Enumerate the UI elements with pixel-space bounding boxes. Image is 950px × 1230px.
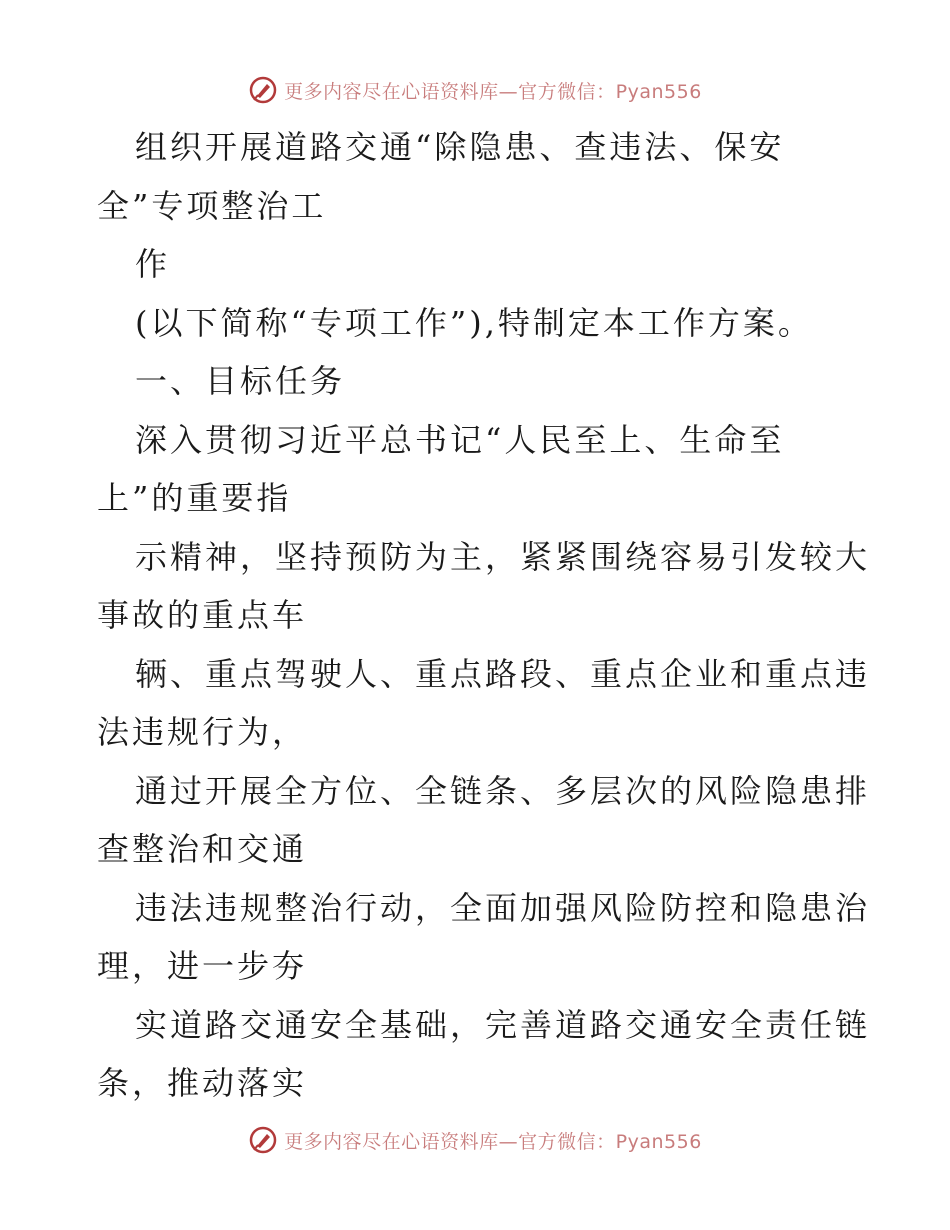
text-line: 组织开展道路交通“除隐患、查违法、保安 [135,128,785,166]
text-line: 法违规行为， [97,713,308,751]
text-line: 事故的重点车 [97,596,308,634]
text-line: 示精神，坚持预防为主，紧紧围绕容易引发较大 [135,537,871,576]
text-line: 作 [135,245,171,283]
section-heading: 一、目标任务 [135,362,346,400]
watermark-text: 更多内容尽在心语资料库—官方微信：Pyan556 [284,1130,702,1153]
text-line: 违法违规整治行动，全面加强风险防控和隐患治 [135,888,871,927]
text-line: 查整治和交通 [97,830,308,868]
text-line: 实道路交通安全基础，完善道路交通安全责任链 [135,1005,871,1044]
text-line: 条，推动落实 [97,1064,308,1102]
text-line: 辆、重点驾驶人、重点路段、重点企业和重点违 [135,654,871,693]
pen-nib-circle-icon [248,75,278,105]
text-line: (以下简称“专项工作”),特制定本工作方案。 [135,303,813,342]
text-line: 通过开展全方位、全链条、多层次的风险隐患排 [135,771,871,810]
text-line: 深入贯彻习近平总书记“人民至上、生命至 [135,420,785,459]
watermark-text: 更多内容尽在心语资料库—官方微信：Pyan556 [284,80,702,103]
footer-watermark [0,1120,950,1160]
text-line: 全”专项整治工 [97,186,327,225]
text-line: 上”的重要指 [97,479,292,517]
text-line: 理，进一步夯 [97,947,308,985]
header-watermark [0,70,950,110]
document-body [97,118,871,1113]
pen-nib-circle-icon [248,1125,278,1155]
